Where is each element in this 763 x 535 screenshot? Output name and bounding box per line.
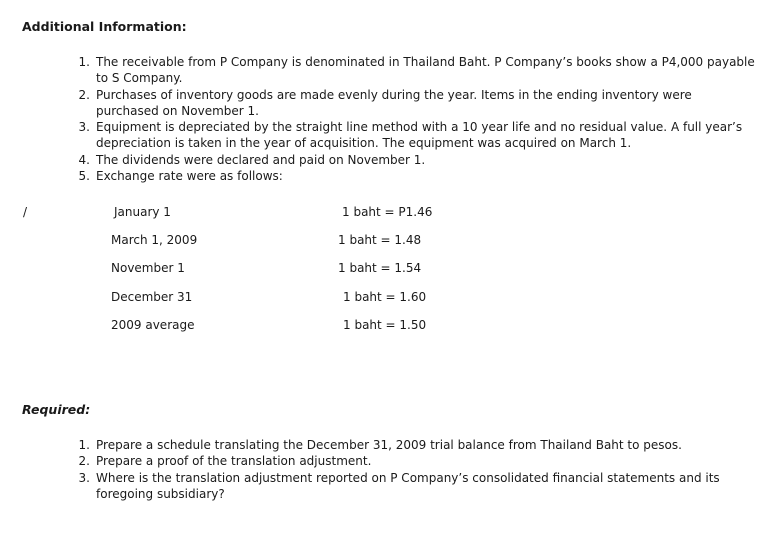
rate-date: December 31: [111, 290, 193, 304]
required-list: [48, 437, 746, 502]
list-item: 1. The receivable from P Company is denominated in Thailand Baht. P Company’s books show a P4,000 payable to S Company.: [78, 55, 755, 86]
rate-value: 1 baht = 1.50: [343, 318, 427, 332]
additional-info-heading: Additional Information:: [22, 19, 187, 34]
list-item: 5. Exchange rate were as follows:: [78, 169, 283, 184]
rate-date: January 1: [114, 205, 171, 219]
required-heading: Required:: [22, 402, 91, 417]
rate-value: 1 baht = 1.54: [338, 261, 422, 275]
list-item: 1. Prepare a schedule translating the December 31, 2009 trial balance from Thailand Baht to pesos.: [78, 438, 682, 452]
list-item: 2. Prepare a proof of the translation adjustment.: [78, 454, 372, 469]
list-item: 3. Where is the translation adjustment reported on P Company’s consolidated financial statements and its foregoing subsidiary?: [78, 470, 720, 501]
rate-value: 1 baht = P1.46: [342, 205, 433, 219]
list-item: 3. Equipment is depreciated by the straight line method with a 10 year life and no residual value. A full year’s depreciation is taken in the year of acquisition. The equipment was acquired on March 1.: [78, 120, 743, 151]
list-item: 2. Purchases of inventory goods are made evenly during the year. Items in the ending inventory were purchased on November 1.: [78, 87, 692, 118]
rate-date: March 1, 2009: [111, 233, 198, 247]
rate-value: 1 baht = 1.60: [343, 290, 427, 304]
stray-slash-mark: /: [23, 205, 28, 219]
additional-info-list: [48, 54, 756, 184]
list-item: 4. The dividends were declared and paid on November 1.: [78, 152, 426, 167]
rate-date: 2009 average: [111, 318, 195, 332]
rate-date: November 1: [111, 261, 185, 275]
rate-value: 1 baht = 1.48: [338, 233, 422, 247]
